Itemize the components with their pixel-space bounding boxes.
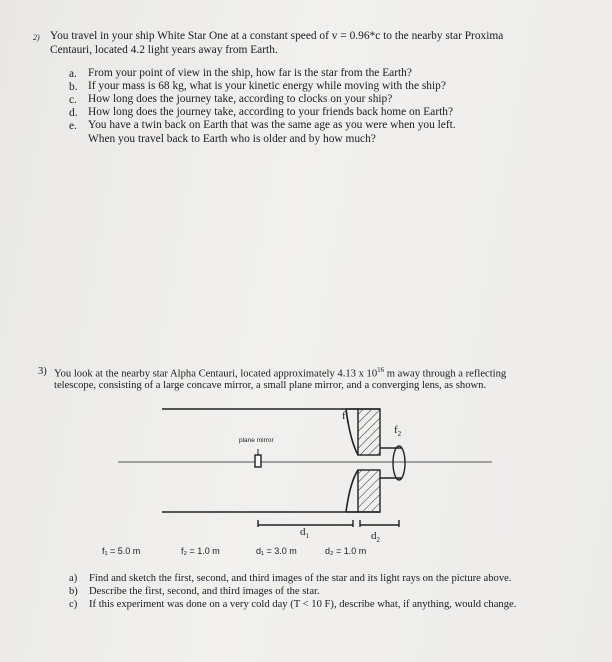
problem-3-exponent: 16 [377,366,385,374]
problem-3-part-a-letter: a) [69,573,78,584]
problem-3-number: 3) [38,366,47,377]
problem-3-part-b: Describe the first, second, and third images of the star. [89,586,320,597]
problem-2-part-e: You have a twin back on Earth that was the same age as you were when you left. [88,119,456,131]
problem-2-part-b-letter: b. [69,81,78,93]
converging-lens [393,446,405,480]
problem-2-part-e-letter: e. [69,120,77,132]
problem-3-part-c-letter: c) [69,599,78,610]
problem-2-part-a-letter: a. [69,68,77,80]
problem-2-part-d: How long does the journey take, according to your friends back home on Earth? [88,106,454,118]
problem-3-intro-part2: m away through a reflecting [384,368,507,380]
given-d1: d₁ = 3.0 m [256,546,297,556]
given-f2: f₂ = 1.0 m [181,546,220,556]
f2-diagram-label: $f_2$ [394,424,402,439]
concave-mirror-curve-bottom [346,470,358,512]
problem-2-part-c: How long does the journey take, according to clocks on your ship? [88,93,393,105]
d1-diagram-label: $d_1$ [300,526,309,541]
problem-2-part-c-letter: c. [69,94,77,106]
problem-2-intro-line2: Centauri, located 4.2 light years away from Earth. [50,44,278,56]
problem-3-part-a: Find and sketch the first, second, and third images of the star and its light rays on the picture above. [89,573,512,584]
problem-2-number: 2) [33,33,40,42]
problem-2-part-e-line2: When you travel back to Earth who is older and by how much? [88,133,376,145]
plane-mirror-label: plane mirror [239,437,274,444]
problem-2-part-b: If your mass is 68 kg, what is your kinetic energy while moving with the ship? [88,80,446,92]
problem-3-part-c: If this experiment was done on a very cold day (T < 10 F), describe what, if anything, would change. [89,599,517,610]
given-f1: f₁ = 5.0 m [102,546,141,556]
problem-3-part-b-letter: b) [69,586,78,597]
concave-mirror-bottom-block [358,470,380,512]
problem-3-intro-line2: telescope, consisting of a large concave mirror, a small plane mirror, and a converging lens, as shown. [54,380,487,391]
problem-3-intro-part1: You look at the nearby star Alpha Centauri, located approximately 4.13 x 10 [54,368,378,380]
problem-2-part-a: From your point of view in the ship, how far is the star from the Earth? [88,67,412,79]
d2-diagram-label: $d_2$ [371,530,380,545]
problem-2-intro-line1: You travel in your ship White Star One at a constant speed of v = 0.96*c to the nearby star Proxima [50,30,504,42]
problem-2-part-d-letter: d. [69,107,78,119]
f1-diagram-label: $f_1$ [342,410,350,425]
plane-mirror [255,455,261,467]
concave-mirror-top-block [358,409,380,455]
given-d2: d₂ = 1.0 m [325,546,367,556]
